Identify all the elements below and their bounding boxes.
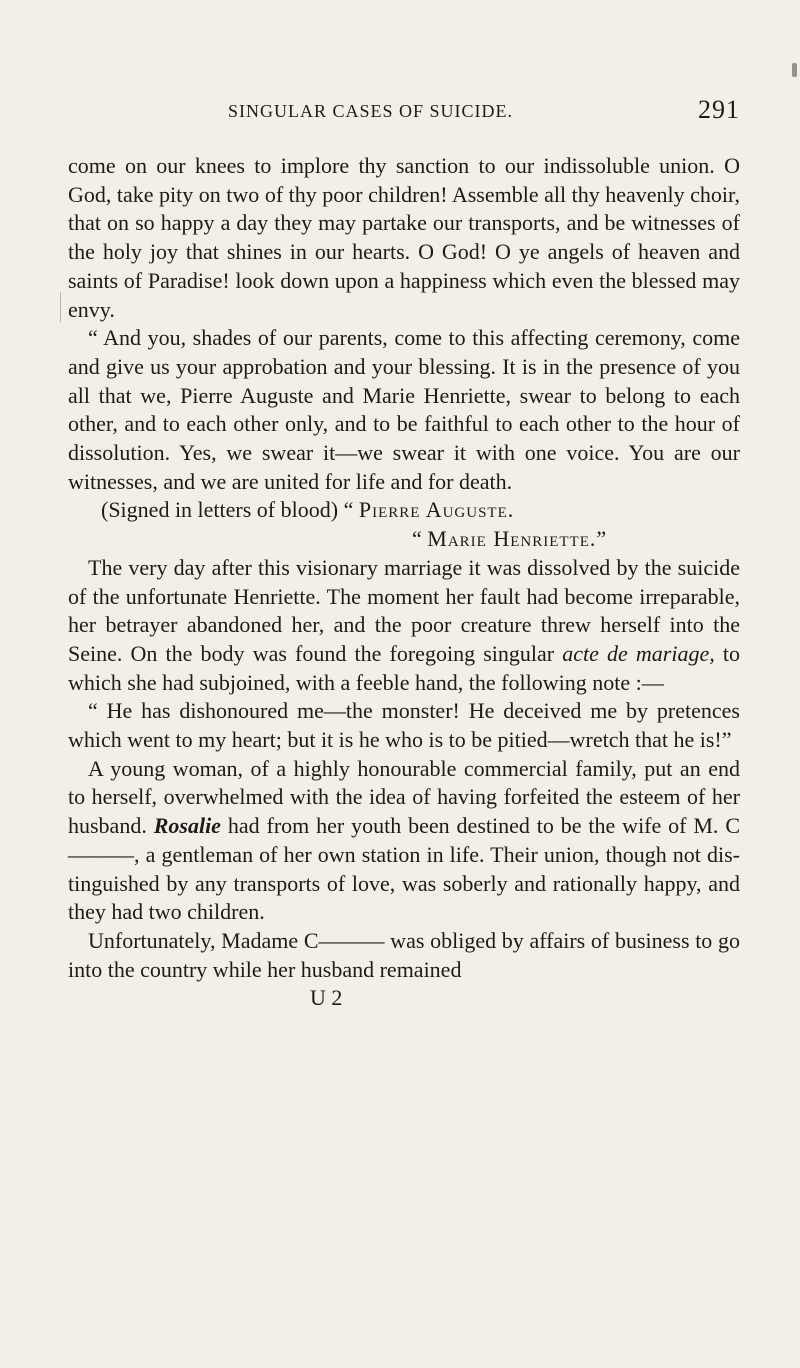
signature-name-2-suffix: ” — [596, 526, 607, 552]
signature-name-1: Pierre Auguste. — [358, 497, 515, 523]
paragraph-6: Unfortunately, Madame C——— was obliged by affairs of business to go into the country while her husband remained — [68, 927, 740, 982]
paragraph-2: “ And you, shades of our parents, come to this affecting ceremony, come and give us your approbation and your blessing. It is in the presence of you all that we, Pierre Auguste and Marie Henriette, swear to belong to each other, and to each other only, and to be faithful to each other to the hour of dissolution. Yes, we swear it—we swear it with one voice. You are our witnesses, and we are united for life and for death. — [68, 325, 740, 494]
running-head — [68, 95, 740, 141]
signature-line-2 — [68, 525, 740, 554]
body-text — [68, 152, 740, 1013]
signature-line-1 — [68, 496, 740, 525]
paragraph-3-text-a: The very day after this visionary marriage it was dissolved by the suicide of the unfortunate Henriette. The moment her fault had become irreparable, her betrayer abandoned her, and the poor creature threw herself into the Seine. On the body was found the foregoing singular — [68, 554, 740, 666]
paragraph-3-text-b: to which she had subjoined, with a feeble hand, the following note :— — [68, 640, 740, 695]
signature-mark: U 2 — [310, 985, 343, 1011]
paragraph-5 — [68, 755, 740, 927]
paragraph-5-text-b: had from her youth been destined to be the wife of M. C———, a gentleman of her own station in life. Their union, though not distinguished by any transports of love, was soberly and rationally happy, and they had two children. — [68, 813, 741, 925]
paragraph-4: “ He has dishonoured me—the monster! He deceived me by pretences which went to my heart; but it is he who is to be pitied—wretch that he is!” — [68, 698, 740, 753]
page-smudge — [792, 63, 797, 77]
paragraph-3 — [68, 554, 740, 698]
paragraph-5-text-a: A young woman, of a highly honourable commercial family, put an end to herself, overwhelmed with the idea of having forfeited the esteem of her husband. — [68, 755, 740, 839]
paragraph-3-italic: acte de mariage, — [562, 640, 715, 666]
running-title: SINGULAR CASES OF SUICIDE. — [228, 101, 514, 121]
signature-prefix: (Signed in letters of blood) “ — [101, 497, 359, 523]
paragraph-5-name: Rosalie — [153, 813, 221, 839]
paragraph-1: come on our knees to implore thy sanction to our indissoluble union. O God, take pity on two of thy poor children! Assemble all thy heavenly choir, that on so happy a day they may partake our transports, and be witnesses of the holy joy that shines in our hearts. O God! O ye angels of heaven and saints of Paradise! look down upon a happiness which even the blessed may envy. — [68, 153, 740, 322]
signature-name-2: Marie Henriette. — [427, 526, 597, 552]
margin-mark — [60, 292, 61, 322]
page-number: 291 — [698, 95, 740, 124]
signature-name-2-prefix: “ — [412, 526, 428, 552]
